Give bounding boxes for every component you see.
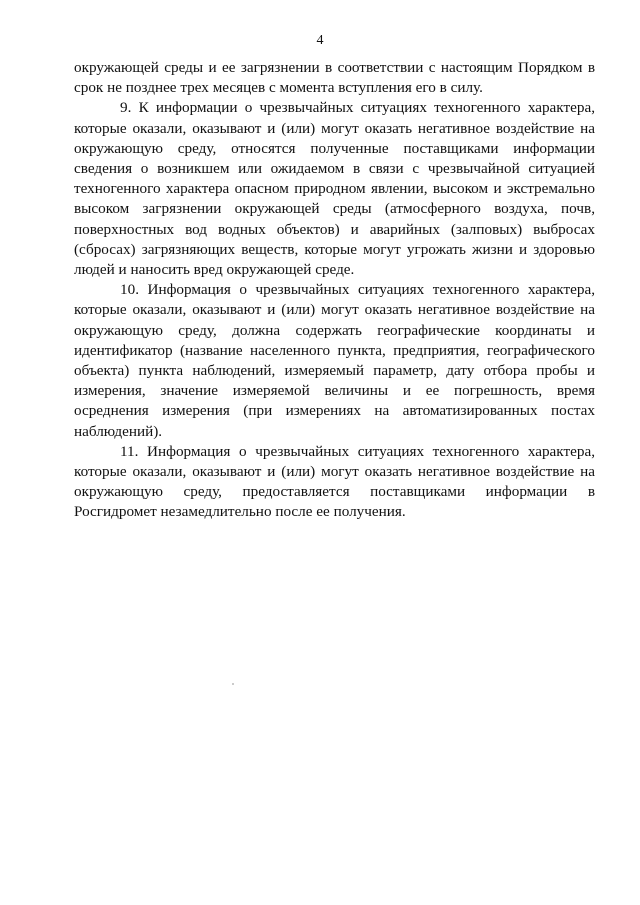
document-body [74, 58, 595, 523]
paragraph-item-10: 10. Информация о чрезвычайных ситуациях техногенного характера, которые оказали, оказывают и (или) могут оказать негативное воздействие на окружающую среду, должна содержать географические координаты и идентификатор (название населенного пункта, предприятия, географического объекта) пункта наблюдений, измеряемый параметр, дату отбора пробы и измерения, значение измеряемой величины и ее погрешность, время осреднения измерения (при измерениях на автоматизированных постах наблюдений). [74, 281, 595, 440]
page-number: 4 [316, 33, 324, 48]
paragraph-item-11: 11. Информация о чрезвычайных ситуациях техногенного характера, которые оказали, оказывают и (или) могут оказать негативное воздействие на окружающую среду, предоставляется поставщиками информации в Росгидромет незамедлительно после ее получения. [74, 442, 595, 521]
paragraph-item-9: 9. К информации о чрезвычайных ситуациях техногенного характера, которые оказали, оказывают и (или) могут оказать негативное воздействие на окружающую среду, относятся полученные поставщиками информации сведения о возникшем или ожидаемом в связи с чрезвычайной ситуацией техногенного характера опасном природном явлении, высоком и экстремально высоком загрязнении окружающей среды (атмосферного воздуха, почв, поверхностных вод водных объектов) и аварийных (залповых) выбросах (сбросах) загрязняющих веществ, которые могут угрожать жизни и здоровью людей и наносить вред окружающей среде. [74, 99, 595, 279]
scan-speck [232, 683, 234, 685]
paragraph-continuation: окружающей среды и ее загрязнении в соответствии с настоящим Порядком в срок не позднее трех месяцев с момента вступления его в силу. [74, 59, 595, 97]
